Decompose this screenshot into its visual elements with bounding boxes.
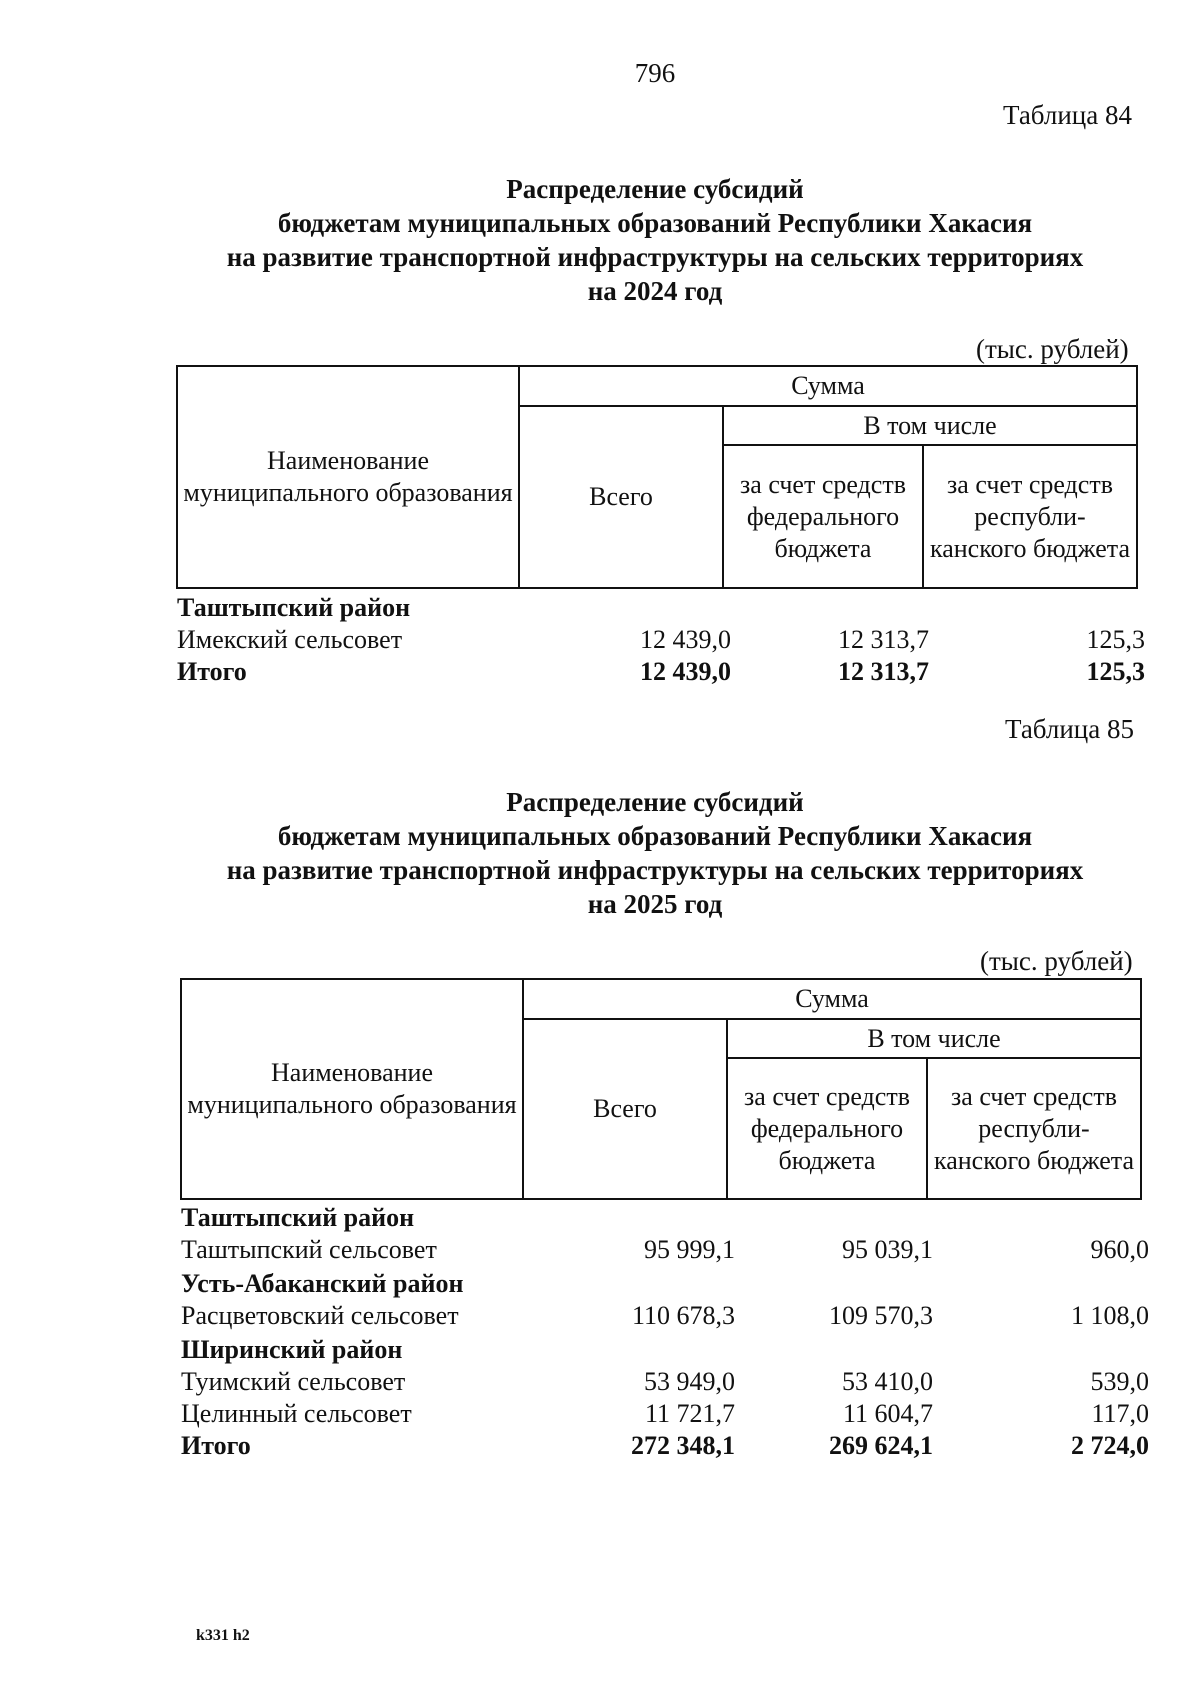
row-total: 95 999,1 [644,1235,735,1264]
footer-code: k331 h2 [196,1627,250,1644]
title-line: на развитие транспортной инфраструктуры на сельских территориях [226,242,1084,272]
row-federal: 269 624,1 [829,1431,933,1460]
row-name: Таштыпский район [177,593,411,622]
table-row [177,624,1145,656]
row-name: Таштыпский район [181,1203,415,1232]
row-name: Итого [181,1431,251,1460]
table-row [181,1300,1149,1332]
table-row [181,1334,1149,1366]
row-republic: 125,3 [1086,625,1145,654]
header-name: Наименование муниципального образования [181,979,523,1199]
header-name: Наименование муниципального образования [177,366,519,588]
header-republic: за счет средств республи-канского бюджета [927,1058,1141,1199]
table-header [176,365,1138,589]
title-line: на 2025 год [587,889,723,919]
title-line: бюджетам муниципальных образований Республики Хакасия [277,821,1033,851]
table-title [160,172,1150,308]
title-line: на 2024 год [587,276,723,306]
page-number: 796 [634,58,676,88]
row-federal: 11 604,7 [842,1399,933,1428]
header-total: Всего [519,406,723,588]
header-sum: Сумма [519,366,1137,406]
header-republic: за счет средств республи-канского бюджета [923,445,1137,588]
row-total: 110 678,3 [631,1301,735,1330]
row-federal: 95 039,1 [842,1235,933,1264]
table-header [180,978,1142,1200]
row-total: 53 949,0 [644,1367,735,1396]
row-name: Таштыпский сельсовет [181,1235,437,1264]
row-name: Итого [177,657,247,686]
table-row [181,1268,1149,1300]
table-row [181,1202,1149,1234]
row-name: Целинный сельсовет [181,1399,412,1428]
title-line: бюджетам муниципальных образований Республики Хакасия [277,208,1033,238]
row-federal: 12 313,7 [838,657,929,686]
table-row [181,1398,1149,1430]
unit-label: (тыс. рублей) [976,334,1129,364]
table-title [160,785,1150,921]
row-total: 272 348,1 [631,1431,735,1460]
row-name: Ширинский район [181,1335,403,1364]
table-label: Таблица 85 [1005,714,1134,744]
row-name: Имекский сельсовет [177,625,403,654]
header-federal: за счет средств федерального бюджета [727,1058,927,1199]
title-line: Распределение субсидий [506,787,804,817]
unit-label: (тыс. рублей) [980,946,1133,976]
row-republic: 117,0 [1091,1399,1149,1428]
row-total: 11 721,7 [644,1399,735,1428]
row-federal: 53 410,0 [842,1367,933,1396]
row-federal: 109 570,3 [829,1301,933,1330]
header-including: В том числе [727,1019,1141,1058]
row-republic: 125,3 [1086,657,1145,686]
title-line: Распределение субсидий [506,174,804,204]
title-line: на развитие транспортной инфраструктуры на сельских территориях [226,855,1084,885]
row-total: 12 439,0 [640,657,731,686]
table-row [181,1366,1149,1398]
table-row-total [181,1430,1149,1462]
row-name: Расцветовский сельсовет [181,1301,459,1330]
table-row-total [177,656,1145,688]
row-name: Усть-Абаканский район [181,1269,464,1298]
row-total: 12 439,0 [640,625,731,654]
table-row [181,1234,1149,1266]
table-row [177,592,1145,624]
header-federal: за счет средств федерального бюджета [723,445,923,588]
table-label: Таблица 84 [1003,100,1132,130]
row-republic: 2 724,0 [1071,1431,1149,1460]
header-including: В том числе [723,406,1137,445]
row-republic: 539,0 [1090,1367,1149,1396]
header-sum: Сумма [523,979,1141,1019]
row-republic: 1 108,0 [1071,1301,1149,1330]
header-total: Всего [523,1019,727,1199]
row-republic: 960,0 [1090,1235,1149,1264]
row-name: Туимский сельсовет [181,1367,406,1396]
row-federal: 12 313,7 [838,625,929,654]
